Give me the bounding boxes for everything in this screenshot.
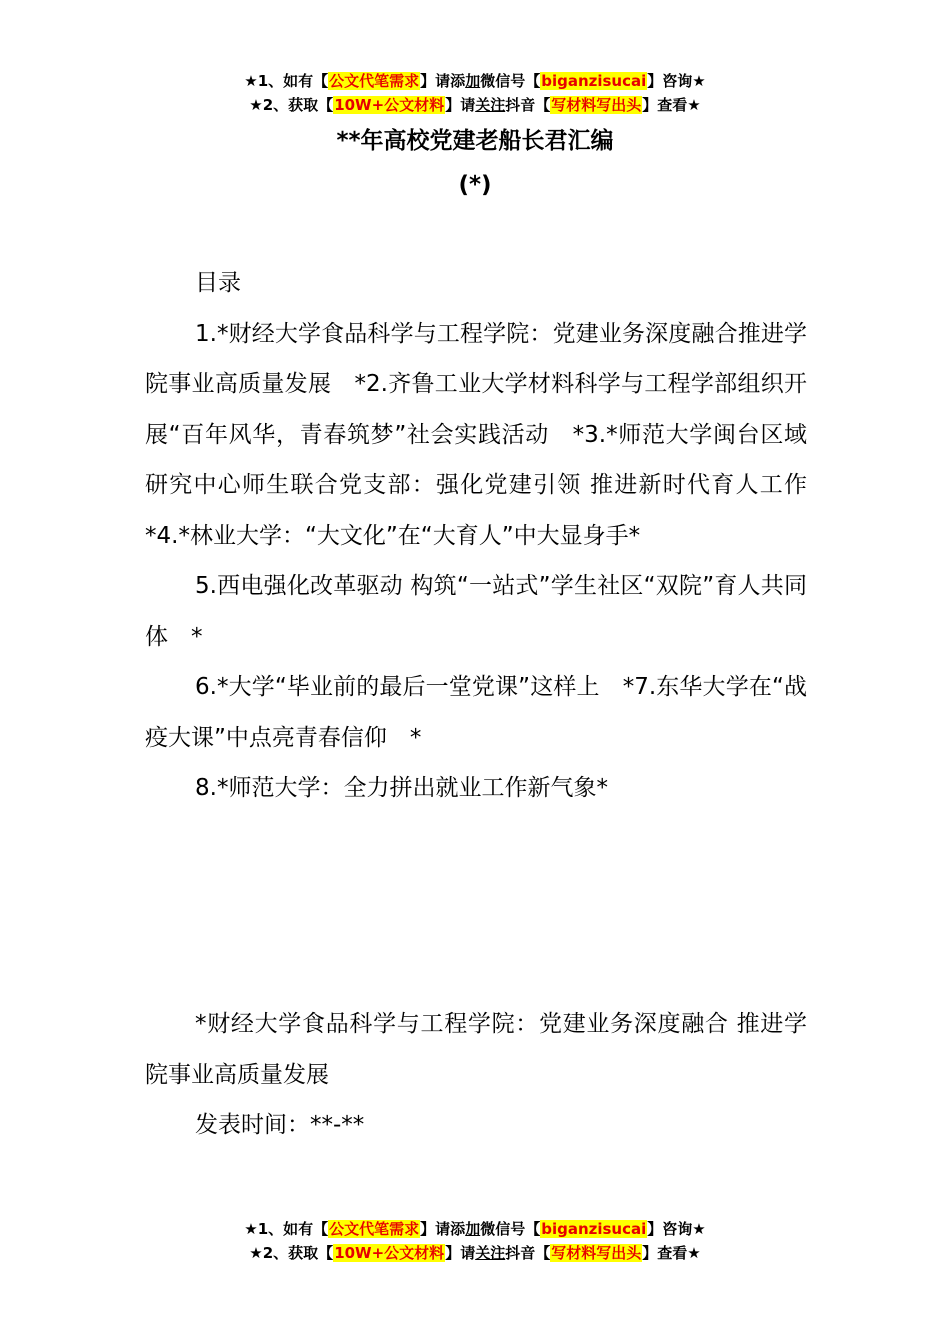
publish-time: 发表时间：**-** — [195, 1112, 365, 1138]
douyin-id-highlight: 写材料写出头 — [551, 1244, 642, 1262]
toc-entry: 6.*大学“毕业前的最后一堂党课”这样上 *7.东华大学在“战疫大课”中点亮青春信仰 * — [145, 674, 807, 751]
document-title: **年高校党建老船长君汇编 — [336, 128, 614, 154]
promo-line-2: ★2、获取【10W+公文材料】请关注抖音【写材料写出头】查看★ — [249, 1244, 701, 1262]
promo-line-1: ★1、如有【公文代笔需求】请添加微信号【biganzisucai】咨询★ — [244, 72, 706, 90]
toc-entry: 5.西电强化改革驱动 构筑“一站式”学生社区“双院”育人共同体 * — [145, 573, 807, 650]
promo-highlight: 10W+公文材料 — [334, 96, 445, 114]
document-subtitle: (*) — [458, 172, 492, 198]
douyin-id-highlight: 写材料写出头 — [551, 96, 642, 114]
article-title: *财经大学食品科学与工程学院：党建业务深度融合 推进学院事业高质量发展 — [145, 1011, 807, 1088]
header-promo-banner — [0, 69, 950, 117]
toc-entry: 8.*师范大学：全力拼出就业工作新气象* — [195, 775, 608, 801]
article-section — [145, 999, 807, 1151]
wechat-id-highlight: biganzisucai — [541, 1220, 647, 1238]
promo-highlight: 10W+公文材料 — [334, 1244, 445, 1262]
promo-line-2: ★2、获取【10W+公文材料】请关注抖音【写材料写出头】查看★ — [249, 96, 701, 114]
toc-heading: 目录 — [195, 270, 241, 296]
promo-highlight: 公文代笔需求 — [329, 72, 420, 90]
promo-highlight: 公文代笔需求 — [329, 1220, 420, 1238]
toc-entry: 1.*财经大学食品科学与工程学院：党建业务深度融合推进学院事业高质量发展 *2.齐鲁工业大学材料科学与工程学部组织开展“百年风华，青春筑梦”社会实践活动 *3.*师范大学闽台区域研究中心师生联合党支部：强化党建引领 推进新时代育人工作 *4.*林业大学：“大文化”在“大育人”中大显身手* — [145, 320, 838, 549]
wechat-id-highlight: biganzisucai — [541, 72, 647, 90]
toc-section — [145, 258, 838, 814]
promo-line-1: ★1、如有【公文代笔需求】请添加微信号【biganzisucai】咨询★ — [244, 1220, 706, 1238]
footer-promo-banner — [0, 1217, 950, 1265]
